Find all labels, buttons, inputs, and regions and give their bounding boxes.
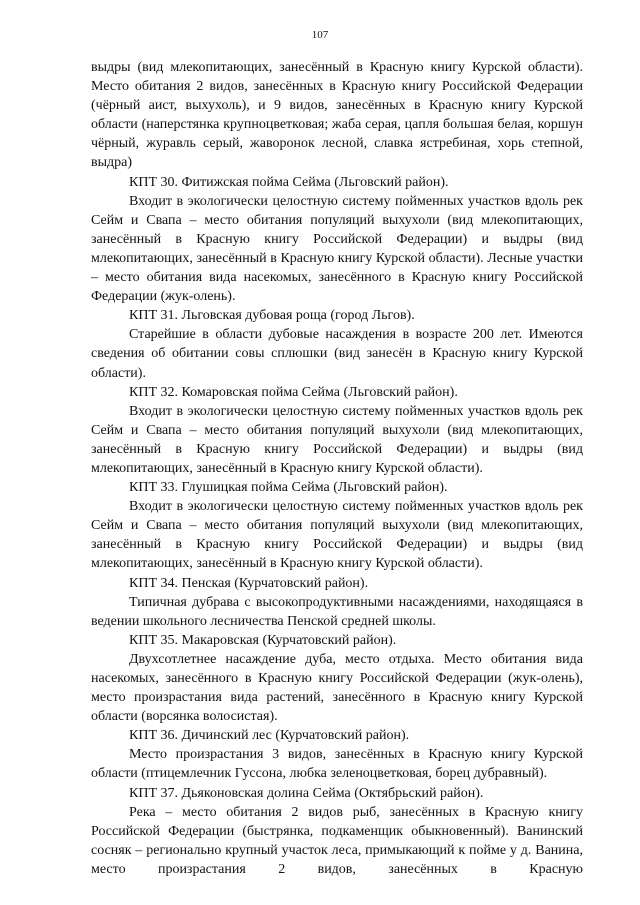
paragraph-kpt-37: Река – место обитания 2 видов рыб, занесённых в Красную книгу Российской Федерации (быстрянка, подкаменщик обыкновенный). Ванинский сосняк – регионально крупный участок леса, примыкающий к пойме у д. Ванина, место произрастания 2 видов, занесённых в Красную bbox=[91, 804, 583, 877]
document-body bbox=[91, 58, 583, 879]
paragraph-kpt-32: Входит в экологически целостную систему пойменных участков вдоль рек Сейм и Свапа – место обитания популяций выхухоли (вид млекопитающих, занесённый в Красную книгу Российской Федерации) и выдры (вид млекопитающих, занесённый в Красную книгу Курской области). bbox=[91, 403, 583, 476]
heading-kpt-36: КПТ 36. Дичинский лес (Курчатовский район). bbox=[129, 728, 410, 744]
paragraph-kpt-36: Место произрастания 3 видов, занесённых в Красную книгу Курской области (птицемлечник Гуссона, любка зеленоцветковая, борец дубравный). bbox=[91, 747, 583, 782]
paragraph-kpt-30: Входит в экологически целостную систему пойменных участков вдоль рек Сейм и Свапа – место обитания популяций выхухоли (вид млекопитающих, занесённый в Красную книгу Российской Федерации) и выдры (вид млекопитающих, занесённый в Красную книгу Курской области). Лесные участки – место обитания вида насекомых, занесённого в Красную книгу Российской Федерации (жук-олень). bbox=[91, 193, 583, 305]
heading-kpt-34: КПТ 34. Пенская (Курчатовский район). bbox=[129, 575, 369, 591]
paragraph-kpt-31: Старейшие в области дубовые насаждения в возрасте 200 лет. Имеются сведения об обитании совы сплюшки (вид занесён в Красную книгу Курской области). bbox=[91, 327, 583, 381]
paragraph-continuation: выдры (вид млекопитающих, занесённый в Красную книгу Курской области). Место обитания 2 видов, занесённых в Красную книгу Российской Федерации (чёрный аист, выхухоль), и 9 видов, занесённых в Красную книгу Курской области (наперстянка крупноцветковая; жаба серая, цапля большая белая, коршун чёрный, журавль серый, жаворонок лесной, славка ястребиная, хорь степной, выдра) bbox=[91, 60, 583, 171]
paragraph-kpt-33: Входит в экологически целостную систему пойменных участков вдоль рек Сейм и Свапа – место обитания популяций выхухоли (вид млекопитающих, занесённый в Красную книгу Российской Федерации) и выдры (вид млекопитающих, занесённый в Красную книгу Курской области). bbox=[91, 499, 583, 572]
heading-kpt-35: КПТ 35. Макаровская (Курчатовский район). bbox=[129, 632, 397, 648]
heading-kpt-37: КПТ 37. Дьяконовская долина Сейма (Октябрьский район). bbox=[129, 785, 484, 801]
paragraph-kpt-34: Типичная дубрава с высокопродуктивными насаждениями, находящаяся в ведении школьного лесничества Пенской средней школы. bbox=[91, 594, 583, 629]
heading-kpt-31: КПТ 31. Льговская дубовая роща (город Льгов). bbox=[129, 308, 415, 324]
heading-kpt-32: КПТ 32. Комаровская пойма Сейма (Льговский район). bbox=[129, 384, 458, 400]
paragraph-kpt-35: Двухсотлетнее насаждение дуба, место отдыха. Место обитания вида насекомых, занесённого в Красную книгу Российской Федерации (жук-олень), место произрастания вида растений, занесённого в Красную книгу Курской области (ворсянка волосистая). bbox=[91, 651, 583, 725]
heading-kpt-30: КПТ 30. Фитижская пойма Сейма (Льговский район). bbox=[129, 174, 449, 190]
page-number: 107 bbox=[311, 29, 329, 41]
heading-kpt-33: КПТ 33. Глушицкая пойма Сейма (Льговский район). bbox=[129, 480, 448, 496]
